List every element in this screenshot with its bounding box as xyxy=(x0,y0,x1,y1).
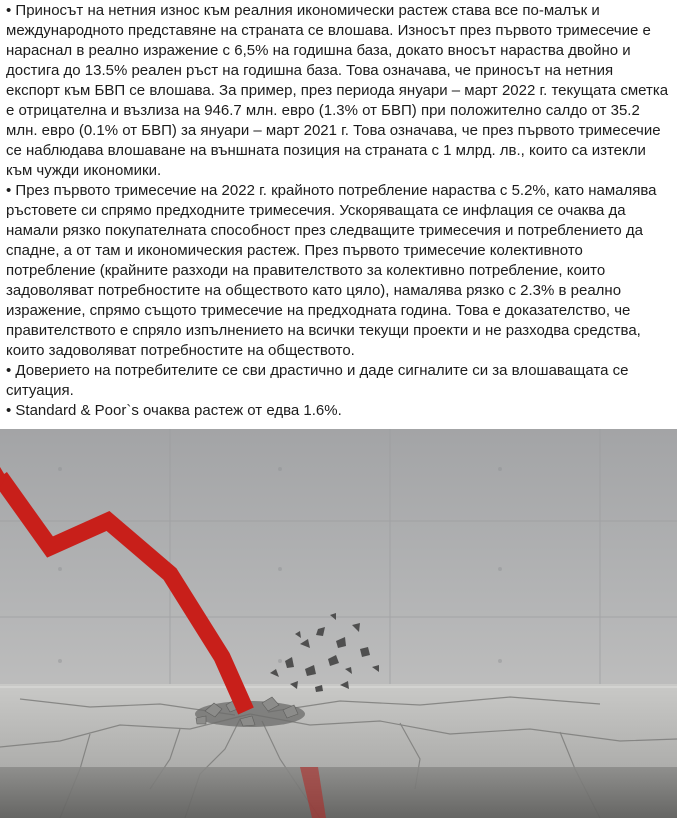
post-image[interactable] xyxy=(0,429,677,818)
bullet-sp-forecast: • Standard & Poor`s очаква растеж от едва 1.6%. xyxy=(6,401,671,421)
concrete-wall xyxy=(0,429,677,691)
bullet-consumer-confidence: • Доверието на потребителите се сви драстично и даде сигналите си за влошаващата се ситуация. xyxy=(6,361,671,401)
falling-arrow-illustration xyxy=(0,429,677,818)
bullet-net-exports: • Приносът на нетния износ към реалния икономически растеж става все по-малък и международното представяне на страната се влошава. Износът през първото тримесечие е нараснал в реално изражение с 6,5% на годишна база, докато вносът нараства двойно и достига до 13.5% реален ръст на годишна база. Това означава, че приносът на нетния експорт към БВП се влошава. За пример, през периода януари – март 2022 г. текущата сметка е отрицателна и възлиза на 946.7 млн. евро (1.3% от БВП) при положително салдо от 35.2 млн. евро (0.1% от БВП) за януари – март 2021 г. Това означава, че през първото тримесечие се наблюдава влошаване на външната позиция на страната с 1 млрд. лв., които са изтекли към чужди икономики. xyxy=(6,1,671,181)
water-reflection xyxy=(0,767,677,818)
bullet-final-consumption: • През първото тримесечие на 2022 г. крайното потребление нараства с 5.2%, като намалява ръстовете си спрямо предходните тримесечия. Ускоряващата се инфлация се очаква да намали рязко покупателната способност през следващите тримесечия и потреблението да спадне, а от там и икономическия растеж. През първото тримесечие колективното потребление (крайните разходи на правителството за колективно потребление, които задоволяват потребностите на обществото като цяло), намалява рязко с 2.3% в реално изражение, спрямо същото тримесечие на предходната година. Това е доказателство, че правителството е спряло изпълнението на всички текущи проекти и не разходва средства, които задоволяват потребностите на обществото. xyxy=(6,181,671,361)
